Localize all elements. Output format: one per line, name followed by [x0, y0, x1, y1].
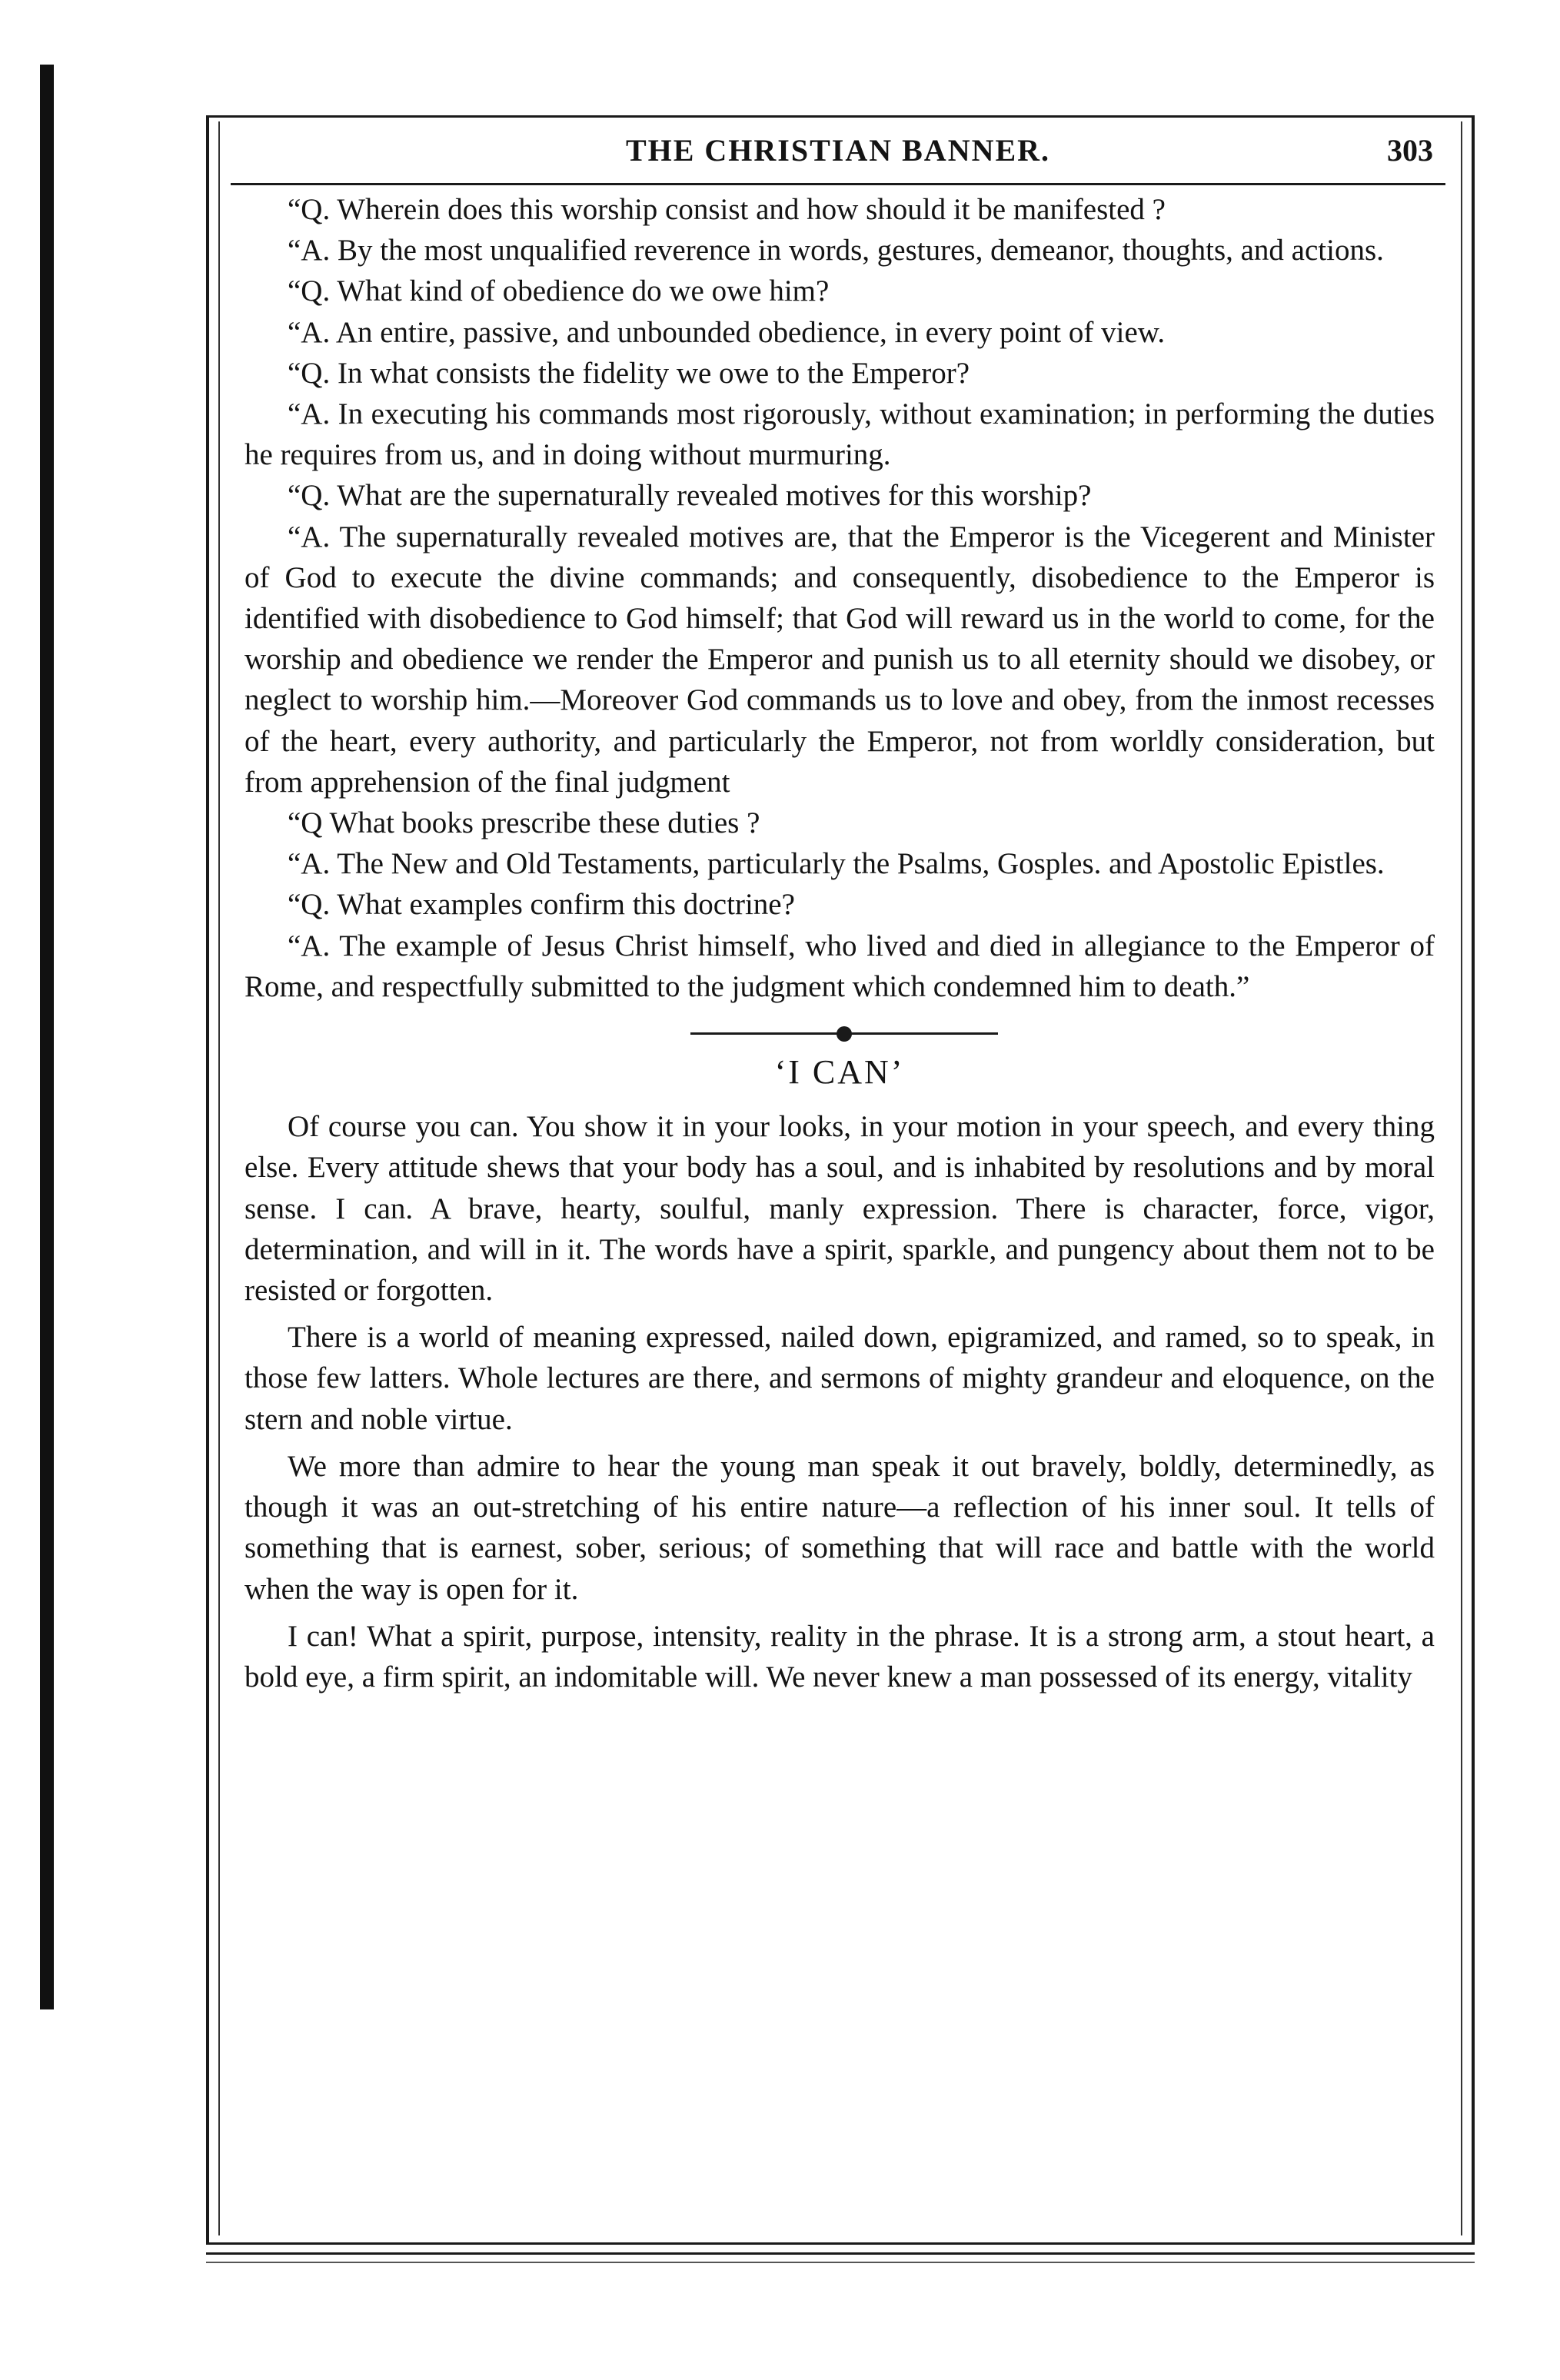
journal-title: THE CHRISTIAN BANNER.: [625, 133, 1051, 168]
running-head: [231, 128, 1445, 174]
frame-rule-right: [1461, 121, 1462, 2235]
divider-bullet: [837, 1026, 852, 1042]
catechism-question: “Q. What are the supernaturally revealed motives for this worship?: [288, 479, 1092, 513]
catechism-answer: “A. The example of Jesus Christ himself, who lived and died in allegiance to the Emperor of Rome, and respectfully submitted to the judgment which condemned him to death.”: [244, 929, 1435, 1003]
section-divider: [244, 1018, 1435, 1049]
footer-rule-secondary: [206, 2262, 1475, 2263]
catechism-question: “Q. Wherein does this worship consist and how should it be manifested ?: [288, 193, 1166, 226]
header-rule: [231, 183, 1445, 185]
footer-rule: [206, 2252, 1475, 2255]
catechism-answer: “A. The New and Old Testaments, particularly the Psalms, Gosples. and Apostolic Epistles.: [288, 847, 1385, 881]
article-body: [244, 1106, 1435, 1697]
catechism-answer: “A. By the most unqualified reverence in words, gestures, demeanor, thoughts, and actions.: [288, 234, 1384, 268]
binding-edge: [40, 65, 54, 2009]
catechism-answer: “A. In executing his commands most rigorously, without examination; in performing the duties he requires from us, and in doing without murmuring.: [244, 397, 1435, 472]
catechism-answer: “A. An entire, passive, and unbounded obedience, in every point of view.: [288, 315, 1166, 349]
page-number: 303: [1387, 133, 1433, 168]
catechism-question: “Q. What examples confirm this doctrine?: [288, 888, 795, 922]
article-paragraph: We more than admire to hear the young man speak it out bravely, boldly, determinedly, as though it was an out-stretching of his entire nature—a reflection of his inner soul. It tells of something that is earnest, sober, serious; of something that will race and battle with the world when the way is open for it.: [244, 1449, 1435, 1606]
catechism-question: “Q. In what consists the fidelity we owe to the Emperor?: [288, 356, 970, 390]
catechism-answer: “A. The supernaturally revealed motives are, that the Emperor is the Vicegerent and Minister of God to execute the divine commands; and consequently, disobedience to the Emperor is identified with disobedience to God himself; that God will reward us in the world to come, for the worship and obedience we render the Emperor and punish us to all eternity should we disobey, or neglect to worship him.—Moreover God commands us to love and obey, from the inmost recesses of the heart, every authority, and particularly the Emperor, not from worldly consideration, but from apprehension of the final judgment: [244, 520, 1435, 799]
article-paragraph: Of course you can. You show it in your looks, in your motion in your speech, and every thing else. Every attitude shews that your body has a soul, and is inhabited by resolutions and by moral sense. I can. A brave, hearty, soulful, manly expression. There is character, force, vigor, determination, and will in it. The words have a spirit, sparkle, and pungency about them not to be resisted or forgotten.: [244, 1110, 1435, 1308]
article-title: ‘I CAN’: [774, 1053, 905, 1092]
text-block: [244, 189, 1435, 1697]
frame-rule-left: [218, 121, 220, 2235]
catechism-question: “Q What books prescribe these duties ?: [288, 806, 760, 840]
catechism-section: [244, 189, 1435, 1007]
article-paragraph: There is a world of meaning expressed, nailed down, epigramized, and ramed, so to speak, in those few latters. Whole lectures are there, and sermons of mighty grandeur and eloquence, on the stern and noble virtue.: [244, 1321, 1435, 1436]
article-paragraph: I can! What a spirit, purpose, intensity, reality in the phrase. It is a strong arm, a stout heart, a bold eye, a firm spirit, an indomitable will. We never knew a man possessed of its energy, vitality: [244, 1619, 1435, 1694]
catechism-question: “Q. What kind of obedience do we owe him?: [288, 274, 830, 308]
